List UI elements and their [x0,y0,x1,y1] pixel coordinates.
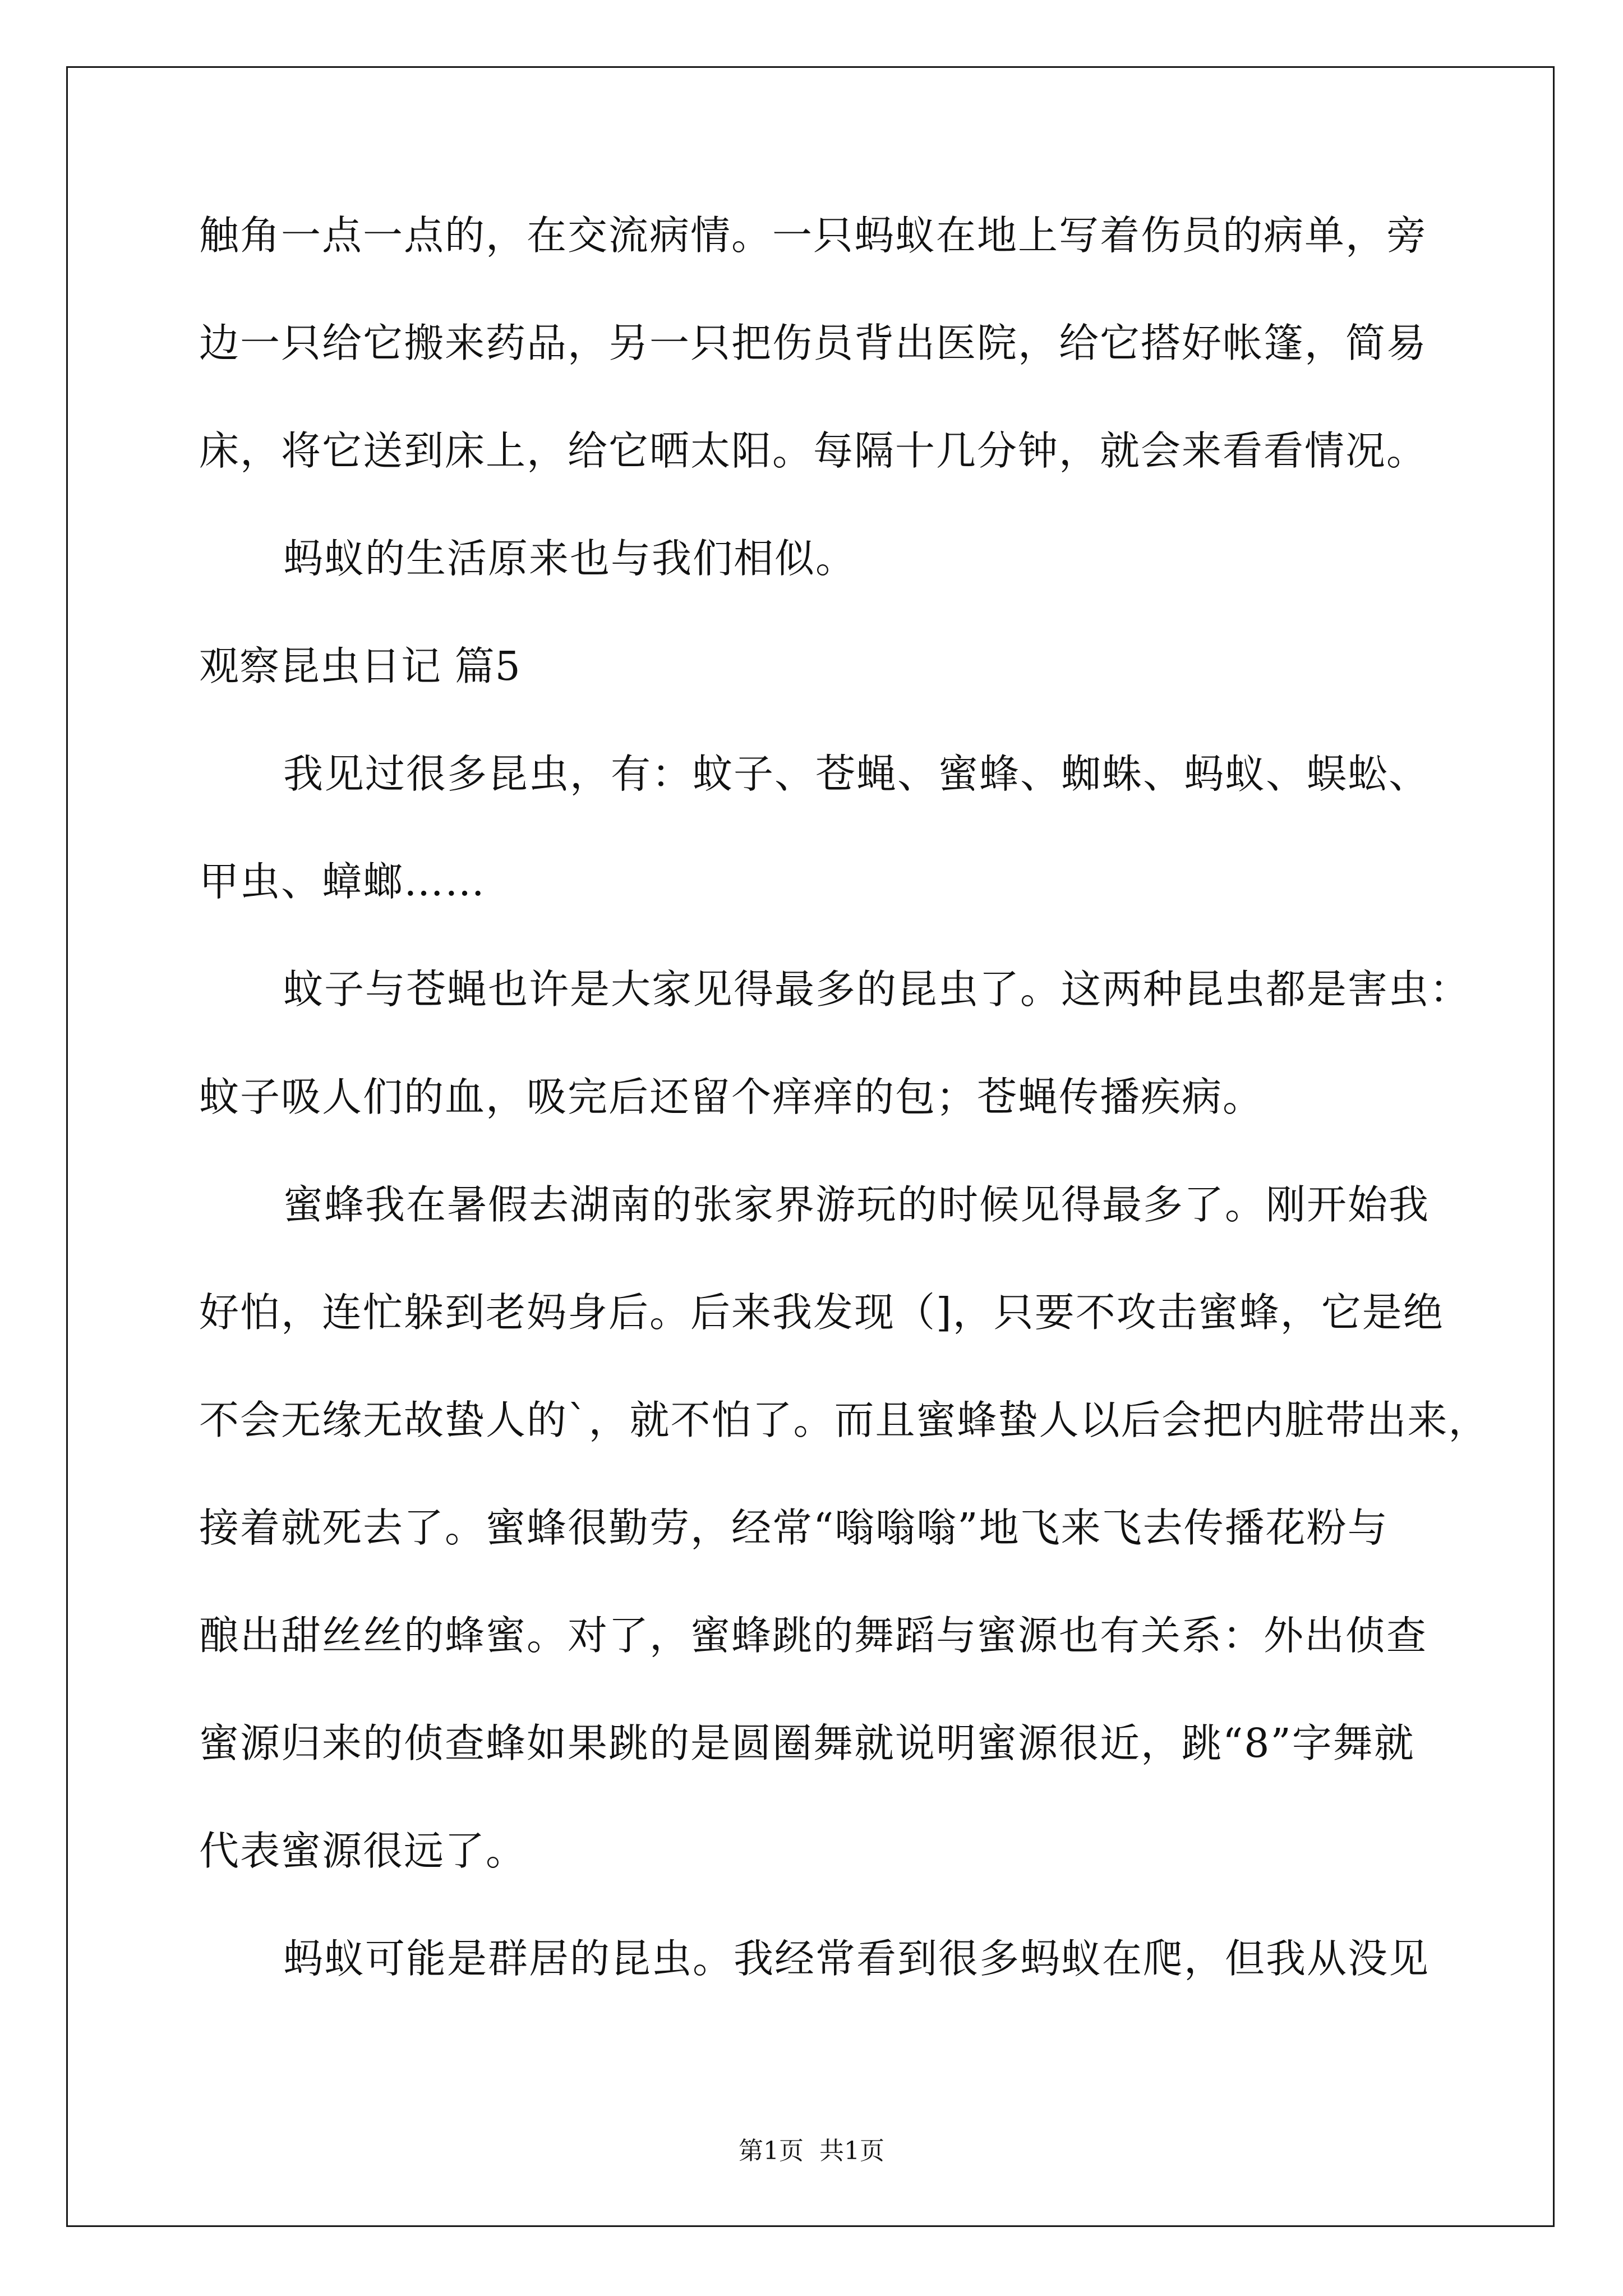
text-line: 蚂蚁可能是群居的昆虫。我经常看到很多蚂蚁在爬，但我从没见 [283,1935,1430,1982]
text-line: 蜜源归来的侦查蜂如果跳的是圆圈舞就说明蜜源很近，跳“8”字舞就 [199,1720,1415,1766]
text-line: 不会无缘无故蛰人的`，就不怕了。而且蜜蜂蛰人以后会把内脏带出来， [199,1397,1490,1443]
text-line: 触角一点一点的，在交流病情。一只蚂蚁在地上写着伤员的病单，旁 [199,212,1428,259]
text-line: 好怕，连忙躲到老妈身后。后来我发现（]，只要不攻击蜜蜂，它是绝 [199,1289,1444,1336]
page-border [66,66,1555,2227]
page-footer [0,2134,1623,2168]
section-heading: 观察昆虫日记 篇5 [199,643,521,689]
text-line: 蜜蜂我在暑假去湖南的张家界游玩的时候见得最多了。刚开始我 [283,1181,1430,1228]
text-line: 蚊子吸人们的血，吸完后还留个痒痒的包；苍蝇传播疾病。 [199,1074,1264,1120]
text-line: 代表蜜源很远了。 [199,1828,527,1874]
text-line: 我见过很多昆虫，有：蚊子、苍蝇、蜜蜂、蜘蛛、蚂蚁、蜈蚣、 [283,751,1430,797]
text-line: 酿出甜丝丝的蜂蜜。对了，蜜蜂跳的舞蹈与蜜源也有关系：外出侦查 [199,1612,1428,1659]
page-total: 共1页 [819,2137,884,2165]
text-line: 接着就死去了。蜜蜂很勤劳，经常“嗡嗡嗡”地飞来飞去传播花粉与 [199,1504,1389,1551]
text-line: 床，将它送到床上，给它晒太阳。每隔十几分钟，就会来看看情况。 [199,427,1428,474]
page-number: 第1页 [739,2137,804,2165]
text-line: 蚊子与苍蝇也许是大家见得最多的昆虫了。这两种昆虫都是害虫： [283,966,1471,1013]
text-line: 蚂蚁的生活原来也与我们相似。 [283,535,857,582]
text-line: 边一只给它搬来药品，另一只把伤员背出医院，给它搭好帐篷，简易 [199,320,1428,366]
text-line: 甲虫、蟑螂…… [199,858,486,905]
